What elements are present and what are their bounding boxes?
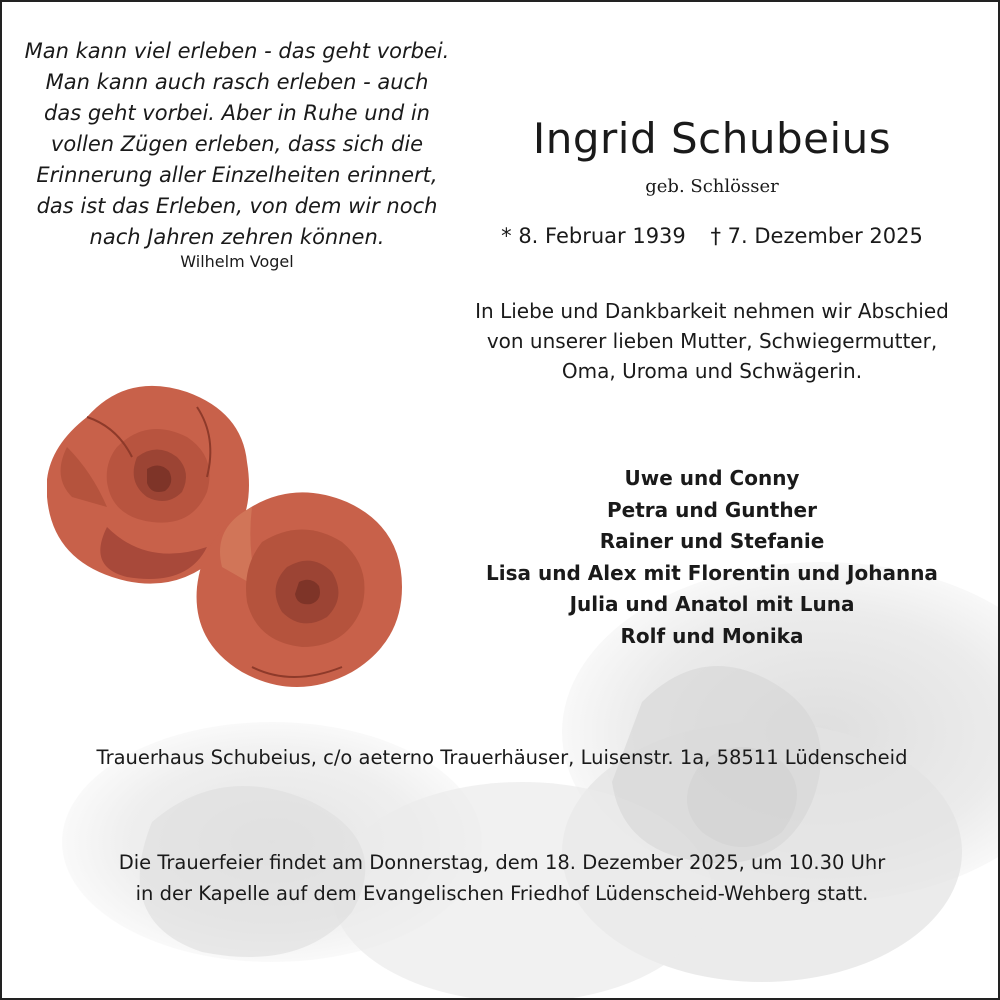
service-line: in der Kapelle auf dem Evangelischen Friedhof Lüdenscheid-Wehberg statt.: [135, 882, 869, 905]
poem: [22, 36, 452, 253]
poem-author: Wilhelm Vogel: [180, 252, 294, 271]
farewell-line: In Liebe und Dankbarkeit nehmen wir Abschied: [475, 299, 949, 323]
roses-image: [47, 377, 412, 692]
poem-line: Man kann viel erleben - das geht vorbei.: [24, 39, 450, 63]
poem-line: Man kann auch rasch erleben - auch: [45, 70, 429, 94]
family-list: [432, 463, 992, 652]
farewell-line: von unserer lieben Mutter, Schwiegermutter,: [486, 329, 938, 353]
birth-date: * 8. Februar 1939: [501, 224, 686, 248]
family-member: Rainer und Stefanie: [599, 529, 825, 553]
poem-line: das ist das Erleben, von dem wir noch: [36, 194, 438, 218]
mourning-house-address: Trauerhaus Schubeius, c/o aeterno Trauerhäuser, Luisenstr. 1a, 58511 Lüdenscheid: [96, 746, 908, 769]
family-member: Rolf und Monika: [620, 623, 804, 648]
family-member: Lisa und Alex mit Florentin und Johanna: [486, 560, 938, 585]
family-member: Julia und Anatol mit Luna: [569, 592, 855, 616]
funeral-service-info: [2, 847, 1000, 909]
farewell-line: Oma, Uroma und Schwägerin.: [561, 359, 863, 383]
service-line: Die Trauerfeier findet am Donnerstag, dem 18. Dezember 2025, um 10.30 Uhr: [118, 851, 886, 874]
life-dates: [432, 224, 992, 248]
birth-name: geb. Schlösser: [645, 176, 779, 197]
family-member: Uwe und Conny: [624, 466, 800, 490]
death-date: † 7. Dezember 2025: [710, 224, 923, 248]
poem-line: nach Jahren zehren können.: [89, 225, 385, 249]
poem-line: das geht vorbei. Aber in Ruhe und in: [44, 101, 430, 125]
family-member: Petra und Gunther: [607, 497, 817, 522]
farewell-text: [432, 296, 992, 386]
deceased-name: Ingrid Schubeius: [532, 114, 892, 163]
poem-line: vollen Zügen erleben, dass sich die: [50, 132, 424, 156]
poem-line: Erinnerung aller Einzelheiten erinnert,: [36, 163, 438, 187]
